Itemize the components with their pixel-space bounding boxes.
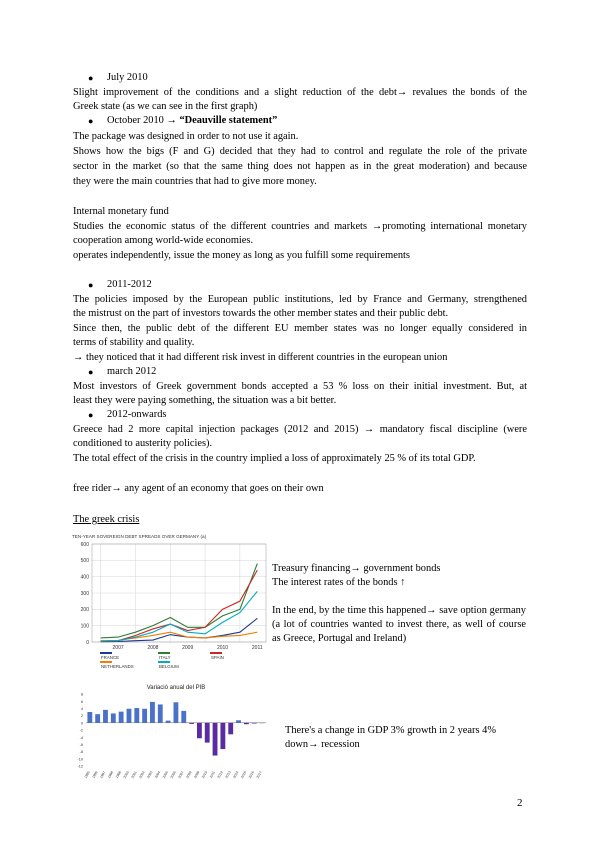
y-tick-label: 8 — [80, 692, 83, 697]
bullet-march-2012: march 2012 — [107, 366, 157, 377]
x-tick-label: 2010 — [200, 770, 209, 780]
gdp-bar — [150, 702, 155, 723]
bullet-october-2010 — [107, 114, 277, 128]
y-tick-label: -2 — [79, 728, 83, 733]
free-rider-definition: free rider→ any agent of an economy that goes on their own — [73, 483, 324, 494]
gdp-bar — [111, 713, 116, 722]
x-tick-label: 2002 — [138, 770, 146, 780]
section-heading-imf: Internal monetary fund — [73, 206, 169, 217]
y-tick-label: 6 — [80, 699, 83, 704]
bullet-dot: ● — [88, 116, 94, 126]
x-tick-label: 1995 — [83, 770, 91, 780]
x-tick-label: 2011 — [208, 770, 216, 779]
x-tick-label: 2011 — [251, 645, 263, 651]
x-tick-label: 2013 — [224, 770, 232, 780]
paragraph-line: operates independently, issue the money as long as you fulfill some requirements — [73, 250, 410, 261]
side-note-treasury: Treasury financing→ government bonds — [272, 563, 441, 574]
bullet-dot: ● — [88, 367, 94, 377]
legend-label: SPAIN — [211, 655, 224, 660]
paragraph-line: cooperation among world-wide economies. — [73, 235, 254, 246]
gdp-bar — [236, 720, 241, 723]
gdp-bar — [173, 702, 178, 723]
section-heading-greek-crisis: The greek crisis — [73, 514, 140, 525]
x-tick-label: 2008 — [147, 645, 159, 651]
gdp-bar — [95, 714, 100, 723]
x-tick-label: 2006 — [169, 770, 177, 780]
legend-label: ITALY — [159, 655, 171, 660]
gdp-bar — [103, 710, 108, 723]
y-tick-label: 0 — [86, 639, 89, 646]
x-tick-label: 1999 — [114, 770, 123, 780]
legend-label: FRANCE — [101, 655, 120, 660]
x-tick-label: 1996 — [91, 770, 99, 780]
paragraph-line: the mistrust on the part of investors towards the other member states and their public debt. — [73, 308, 449, 319]
x-tick-label: 2000 — [122, 770, 130, 780]
bullet-october-prefix: October 2010 → — [107, 115, 180, 126]
paragraph-line: → they noticed that it had different risk invest in different countries in the european union — [73, 352, 448, 363]
y-tick-label: 400 — [80, 574, 89, 581]
x-tick-label: 2012 — [216, 770, 224, 780]
bullet-july-2010: July 2010 — [107, 72, 148, 83]
paragraph-line: least they were paying something, the situation was a bit better. — [73, 395, 337, 406]
legend-label: NETHERLANDS — [101, 664, 134, 669]
page-number: 2 — [517, 797, 523, 809]
y-tick-label: 0 — [80, 721, 83, 726]
paragraph-line: Studies the economic status of the different countries and markets →promoting international monetary — [73, 221, 527, 232]
gdp-bar — [127, 709, 132, 723]
paragraph-line: The total effect of the crisis in the country implied a loss of approximately 25 % of its total GDP. — [73, 453, 476, 464]
y-tick-label: 300 — [80, 590, 89, 597]
x-tick-label: 2005 — [161, 770, 170, 780]
x-tick-label: 2001 — [130, 770, 138, 780]
x-tick-label: 2004 — [153, 770, 162, 780]
paragraph-line: Slight improvement of the conditions and a slight reduction of the debt→ revalues the bonds of the — [73, 87, 527, 98]
y-tick-label: 100 — [80, 623, 89, 630]
y-tick-label: -12 — [77, 764, 83, 769]
gdp-bar — [166, 721, 171, 723]
y-tick-label: 500 — [80, 558, 89, 565]
chart-title: Variació anual del PIB — [146, 685, 206, 691]
gdp-bar — [189, 723, 194, 724]
x-tick-label: 2016 — [247, 770, 256, 780]
x-tick-label: 1997 — [99, 770, 107, 780]
gdp-bar — [142, 709, 147, 723]
x-tick-label: 2017 — [255, 770, 263, 780]
x-tick-label: 2014 — [232, 770, 240, 780]
gdp-bar — [220, 723, 225, 749]
series-line-spain — [101, 570, 258, 641]
y-tick-label: 4 — [80, 707, 83, 711]
paragraph-line: conditioned to austerity policies). — [73, 438, 213, 449]
x-tick-label: 2009 — [193, 770, 201, 780]
side-note-gdp: There's a change in GDP 3% growth in 2 years 4% down→ recession — [285, 725, 496, 750]
gdp-bar — [228, 723, 233, 735]
y-tick-label: -8 — [79, 750, 83, 755]
legend-label: BELGIUM — [159, 664, 179, 669]
paragraph-line: they were the main countries that had to give more money. — [73, 176, 317, 187]
paragraph-line: Greek state (as we can see in the first graph) — [73, 101, 258, 112]
bullet-2012-onwards: 2012-onwards — [107, 409, 167, 420]
y-tick-label: 2 — [80, 714, 83, 719]
paragraph-line: Greece had 2 more capital injection packages (2012 and 2015) → mandatory fiscal discipline (were — [73, 424, 527, 435]
deauville-statement: “Deauville statement” — [179, 115, 278, 126]
paragraph-line: The policies imposed by the European public institutions, led by France and Germany, strengthened — [73, 294, 527, 305]
gdp-bar — [119, 712, 124, 723]
paragraph-line: Shows how the bigs (F and G) decided that they had to control and regulate the role of the private — [73, 146, 527, 157]
bullet-dot: ● — [88, 280, 94, 290]
gdp-bar — [213, 723, 218, 756]
y-tick-label: -4 — [79, 735, 83, 740]
x-tick-label: 2010 — [216, 645, 229, 651]
paragraph-line: The package was designed in order to not use it again. — [73, 131, 299, 142]
side-note-interest: The interest rates of the bonds ↑ — [272, 577, 406, 588]
gdp-bar — [87, 712, 92, 723]
gdp-bar — [197, 723, 202, 738]
y-tick-label: 200 — [80, 607, 89, 614]
gdp-bar-chart — [70, 680, 270, 780]
bullet-dot: ● — [88, 73, 94, 83]
x-tick-label: 1998 — [107, 770, 115, 780]
paragraph-line: terms of stability and quality. — [73, 337, 195, 348]
x-tick-label: 2003 — [146, 770, 154, 780]
paragraph-line: sector in the market (so that the same thing does not happen as in the great moderation) and because — [73, 161, 527, 172]
x-tick-label: 2007 — [177, 770, 185, 780]
gdp-bar — [205, 723, 210, 743]
x-tick-label: 2009 — [182, 645, 194, 651]
bullet-dot: ● — [88, 410, 94, 420]
gdp-bar — [158, 704, 163, 722]
gdp-bar — [244, 723, 249, 724]
gdp-bar — [181, 711, 186, 723]
bullet-2011-2012: 2011-2012 — [107, 279, 152, 290]
x-tick-label: 2015 — [240, 770, 248, 780]
gdp-bar — [252, 723, 257, 724]
paragraph-line: Since then, the public debt of the different EU member states was no longer equally considered in — [73, 323, 527, 334]
side-note-germany: In the end, by the time this happened→ save option germany (a lot of countries wanted to invest there, as well of course as Greece, Portugal and Ireland) — [272, 605, 526, 644]
y-tick-label: -6 — [79, 743, 83, 747]
paragraph-line: Most investors of Greek government bonds accepted a 53 % loss on their initial investment. But, at — [73, 381, 527, 392]
y-tick-label: -10 — [77, 757, 83, 762]
chart-title: TEN-YEAR SOVEREIGN DEBT SPREADS OVER GERMANY (a) — [72, 534, 207, 539]
x-tick-label: 2008 — [185, 770, 193, 780]
spread-line-chart — [70, 530, 270, 678]
gdp-bar — [134, 708, 139, 723]
y-tick-label: 600 — [80, 541, 89, 548]
x-tick-label: 2007 — [112, 645, 124, 651]
